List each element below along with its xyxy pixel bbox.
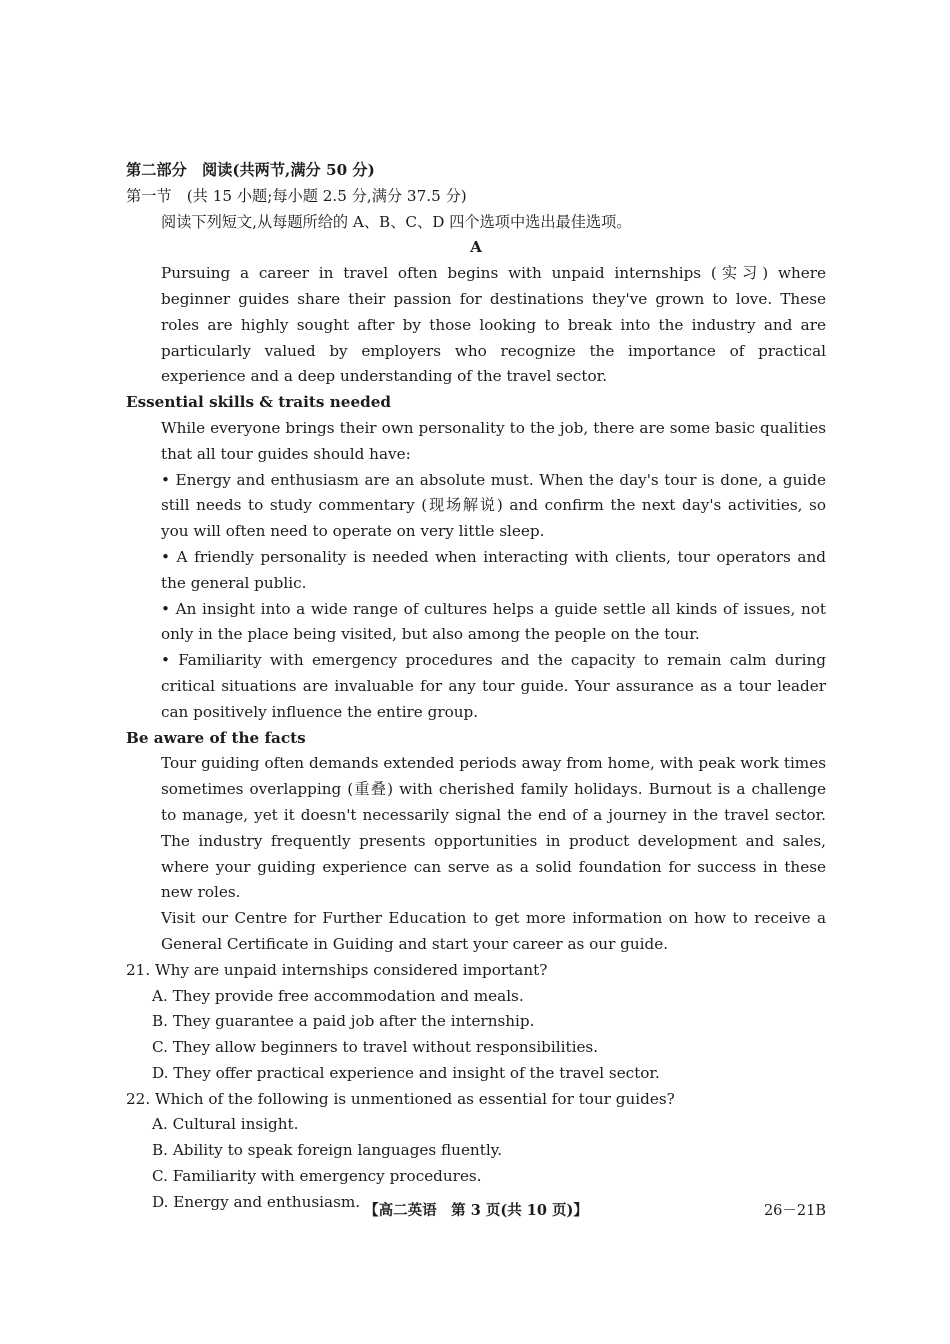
section-subheading: 第一节 (共 15 小题;每小题 2.5 分,满分 37.5 分) bbox=[126, 186, 467, 205]
bullet-emergency: • Familiarity with emergency procedures and the capacity to remain calm during critical situations are invaluable for any tour guide. Your assurance as a tour leader can positively influence the entire group. bbox=[161, 651, 826, 721]
facts-paragraph: Tour guiding often demands extended periods away from home, with peak work times sometimes overlapping (重叠) with cherished family holidays. Burnout is a challenge to manage, yet it doesn't necessarily signal the end of a journey in the travel sector. The industry frequently presents opportunities in product development and sales, where your guiding experience can serve as a solid foundation for success in these new roles. bbox=[161, 754, 826, 902]
heading-facts: Be aware of the facts bbox=[126, 728, 306, 747]
footer-page-label: 【高二英语 第 3 页(共 10 页)】 bbox=[364, 1202, 588, 1219]
bullet-cultures: • An insight into a wide range of cultures helps a guide settle all kinds of issues, not only in the place being visited, but also among the people on the tour. bbox=[161, 599, 826, 644]
instruction: 阅读下列短文,从每题所给的 A、B、C、D 四个选项中选出最佳选项。 bbox=[161, 212, 632, 231]
option-22-d: D. Energy and enthusiasm. bbox=[152, 1192, 361, 1211]
passage-intro: Pursuing a career in travel often begins with unpaid internships (实习) where beginner guides share their passion for destinations they've grown to love. These roles are highly sought after by those looking to break into the industry and are particularly valued by employers who recognize the importance of practical experience and a deep understanding of the travel sector. bbox=[161, 264, 826, 386]
skills-intro: While everyone brings their own personality to the job, there are some basic qualities that all tour guides should have: bbox=[161, 418, 826, 463]
section-heading: 第二部分 阅读(共两节,满分 50 分) bbox=[126, 161, 375, 179]
footer-code: 26－21B bbox=[763, 1203, 826, 1219]
bullet-friendly: • A friendly personality is needed when interacting with clients, tour operators and the general public. bbox=[161, 547, 826, 592]
option-22-b: B. Ability to speak foreign languages fluently. bbox=[152, 1141, 503, 1160]
option-21-a: A. They provide free accommodation and meals. bbox=[152, 986, 524, 1005]
page-footer bbox=[126, 1198, 826, 1224]
passage-letter: A bbox=[470, 238, 482, 257]
option-21-b: B. They guarantee a paid job after the internship. bbox=[152, 1012, 535, 1031]
option-22-c: C. Familiarity with emergency procedures. bbox=[152, 1167, 482, 1186]
question-22: 22. Which of the following is unmentioned as essential for tour guides? bbox=[126, 1089, 675, 1108]
option-21-d: D. They offer practical experience and insight of the travel sector. bbox=[152, 1063, 660, 1082]
exam-page bbox=[126, 158, 826, 1216]
closing-paragraph: Visit our Centre for Further Education to get more information on how to receive a General Certificate in Guiding and start your career as our guide. bbox=[161, 909, 826, 953]
option-22-a: A. Cultural insight. bbox=[152, 1115, 299, 1134]
option-21-c: C. They allow beginners to travel without responsibilities. bbox=[152, 1038, 599, 1057]
heading-skills: Essential skills & traits needed bbox=[126, 393, 392, 412]
question-21: 21. Why are unpaid internships considered important? bbox=[126, 960, 548, 979]
bullet-energy: • Energy and enthusiasm are an absolute must. When the day's tour is done, a guide still needs to study commentary (现场解说) and confirm the next day's activities, so you will often need to operate on very little sleep. bbox=[161, 470, 826, 541]
